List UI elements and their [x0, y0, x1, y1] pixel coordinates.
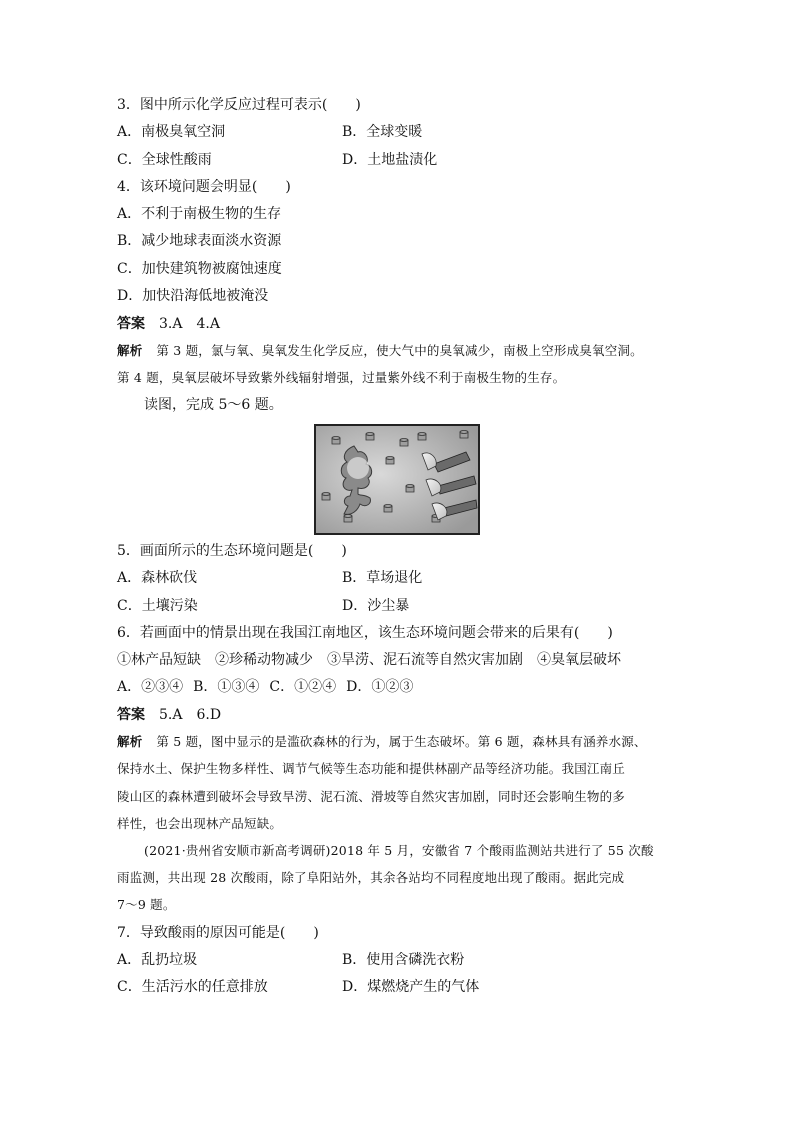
- question-7-option-b: B．使用含磷洗衣粉: [342, 952, 465, 968]
- question-6-options: [117, 678, 413, 696]
- question-7-options-row-2: [117, 978, 480, 996]
- question-6-item-1: ①林产品短缺: [117, 652, 201, 668]
- question-7-option-d: D．煤燃烧产生的气体: [342, 979, 480, 995]
- question-6-item-4: ④臭氧层破坏: [537, 652, 621, 668]
- question-3-stem: 3．图中所示化学反应过程可表示( ): [117, 97, 361, 113]
- question-6-stem: 6．若画面中的情景出现在我国江南地区，该生态环境问题会带来的后果有( ): [117, 625, 613, 641]
- intro-questions-5-6: 读图，完成 5～6 题。: [144, 397, 283, 413]
- analysis-1-line-1: 解析 第 3 题，氯与氧、臭氧发生化学反应，使大气中的臭氧减少，南极上空形成臭氧空洞。: [117, 343, 643, 358]
- question-7-option-a: A．乱扔垃圾: [117, 952, 198, 968]
- analysis-2-line-1: 解析 第 5 题，图中显示的是滥砍森林的行为，属于生态破坏。第 6 题，森林具有涵养水源、: [117, 734, 647, 749]
- question-4-option-b: B．减少地球表面淡水资源: [117, 233, 282, 249]
- question-7-stem: 7．导致酸雨的原因可能是( ): [117, 925, 319, 941]
- intro-questions-7-9-line-1: (2021·贵州省安顺市新高考调研)2018 年 5 月，安徽省 7 个酸雨监测站共进行了 55 次酸: [144, 843, 654, 858]
- question-6-item-2: ②珍稀动物减少: [215, 652, 313, 668]
- analysis-2-line-2: 保持水土、保护生物多样性、调节气候等生态功能和提供林副产品等经济功能。我国江南丘: [117, 761, 626, 776]
- question-6-option-b: B．①③④: [193, 679, 260, 695]
- question-5-option-a: A．森林砍伐: [117, 570, 198, 586]
- analysis-label: 解析: [117, 343, 143, 358]
- question-4-option-d: D．加快沿海低地被淹没: [117, 288, 269, 304]
- intro-questions-7-9-line-3: 7～9 题。: [117, 897, 176, 912]
- question-4-option-a: A．不利于南极生物的生存: [117, 206, 282, 222]
- question-6-option-c: C．①②④: [269, 679, 337, 695]
- intro-questions-7-9-line-2: 雨监测，共出现 28 次酸雨，除了阜阳站外，其余各站均不同程度地出现了酸雨。据此完成: [117, 870, 625, 885]
- question-6-option-a: A．②③④: [117, 679, 184, 695]
- question-3-options-row-1: [117, 123, 423, 141]
- question-7-option-c: C．生活污水的任意排放: [117, 979, 268, 995]
- deforestation-illustration: [314, 424, 480, 535]
- answer-label: 答案: [117, 707, 145, 723]
- question-3-option-d: D．土地盐渍化: [342, 152, 438, 168]
- question-3-option-b: B．全球变暖: [342, 124, 423, 140]
- question-5-option-b: B．草场退化: [342, 570, 423, 586]
- question-6-item-3: ③旱涝、泥石流等自然灾害加剧: [327, 652, 523, 668]
- question-3-option-c: C．全球性酸雨: [117, 152, 212, 168]
- tree-icon: [341, 446, 371, 514]
- answer-value: 3.A 4.A: [159, 316, 220, 332]
- question-6-items: [117, 651, 621, 669]
- analysis-2-line-4: 样性，也会出现林产品短缺。: [117, 816, 283, 831]
- question-6-option-d: D．①②③: [346, 679, 414, 695]
- question-4-option-c: C．加快建筑物被腐蚀速度: [117, 261, 282, 277]
- question-3-options-row-2: [117, 151, 438, 169]
- analysis-label: 解析: [117, 734, 143, 749]
- question-5-option-d: D．沙尘暴: [342, 598, 410, 614]
- question-5-options-row-1: [117, 569, 423, 587]
- question-5-options-row-2: [117, 597, 410, 615]
- answer-block-1: [117, 315, 220, 333]
- deforestation-figure: [314, 424, 480, 535]
- question-7-options-row-1: [117, 951, 465, 969]
- answer-block-2: [117, 706, 221, 724]
- analysis-1-line-2: 第 4 题，臭氧层破坏导致紫外线辐射增强，过量紫外线不利于南极生物的生存。: [117, 370, 566, 385]
- question-4-stem: 4．该环境问题会明显( ): [117, 179, 291, 195]
- answer-label: 答案: [117, 316, 145, 332]
- answer-value: 5.A 6.D: [159, 707, 222, 723]
- question-5-stem: 5．画面所示的生态环境问题是( ): [117, 543, 347, 559]
- analysis-2-line-3: 陵山区的森林遭到破坏会导致旱涝、泥石流、滑坡等自然灾害加剧，同时还会影响生物的多: [117, 789, 626, 804]
- question-5-option-c: C．土壤污染: [117, 598, 198, 614]
- question-3-option-a: A．南极臭氧空洞: [117, 124, 226, 140]
